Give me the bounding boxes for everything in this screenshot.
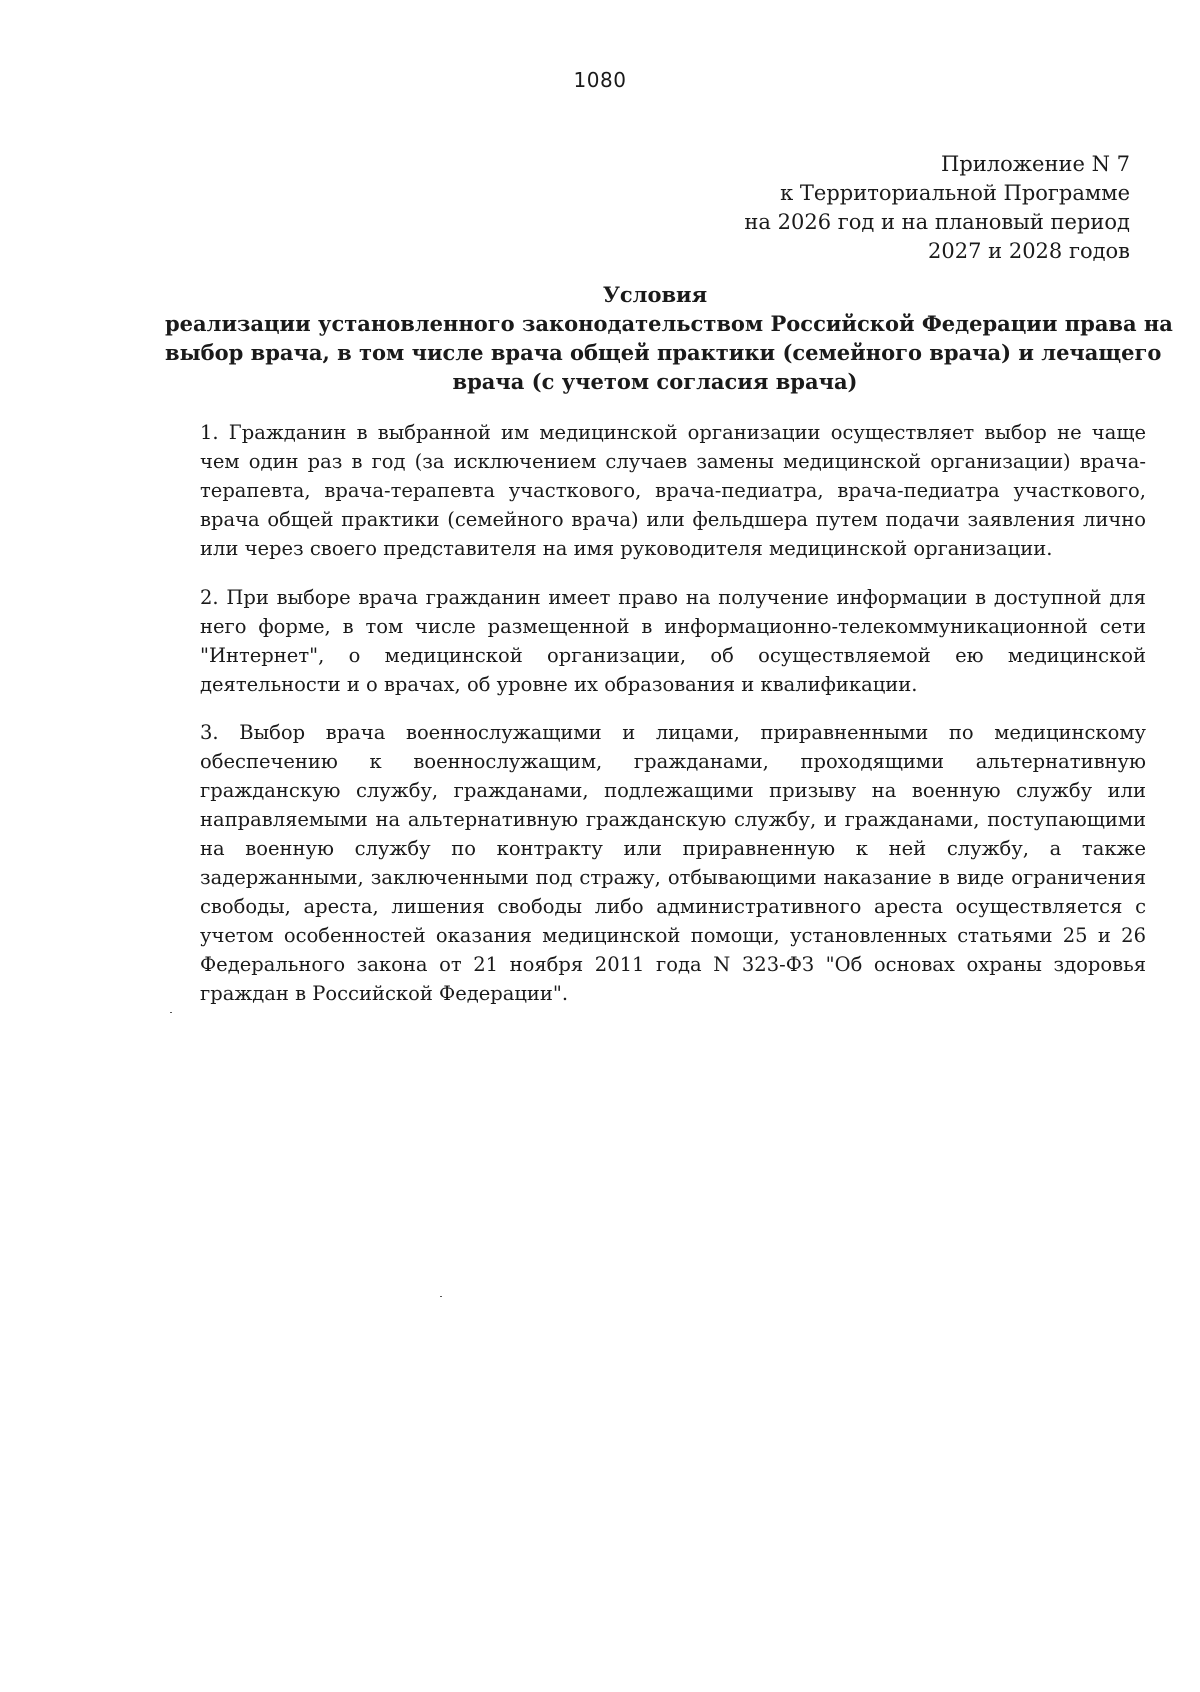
title-heading: Условия [602,282,708,307]
appendix-line: на 2026 год и на плановый период [744,210,1130,234]
paragraph-2: 2. При выборе врача гражданин имеет право на получение информации в доступной для него форме, в том числе размещенной в информационно-телекоммуникационной сети "Интернет", о медицинской организации, об осуществляемой ею медицинской деятельности и о врачах, об уровне их образования и квалификации. [200,586,1146,696]
paragraph-1: 1. Гражданин в выбранной им медицинской организации осуществляет выбор не чаще чем один раз в год (за исключением случаев замены медицинской организации) врача-терапевта, врача-терапевта участкового, врача-педиатра, врача-педиатра участкового, врача общей практики (семейного врача) или фельдшера путем подачи заявления лично или через своего представителя на имя руководителя медицинской организации. [200,421,1146,560]
title-line: врача (с учетом согласия врача) [452,369,858,394]
appendix-line: 2027 и 2028 годов [928,239,1130,263]
appendix-line: Приложение N 7 [941,152,1130,176]
scan-speck [170,1012,172,1013]
paragraph-3: 3. Выбор врача военнослужащими и лицами, приравненными по медицинскому обеспечению к военнослужащим, гражданами, проходящими альтернативную гражданскую службу, гражданами, подлежащими призыву на военную службу или направляемыми на альтернативную гражданскую службу, и гражданами, поступающими на военную службу по контракту или приравненную к ней службу, а также задержанными, заключенными под стражу, отбывающими наказание в виде ограничения свободы, ареста, лишения свободы либо административного ареста осуществляется с учетом особенностей оказания медицинской помощи, установленных статьями 25 и 26 Федерального закона от 21 ноября 2011 года N 323-ФЗ "Об основах охраны здоровья граждан в Российской Федерации". [200,721,1146,1005]
appendix-line: к Территориальной Программе [780,181,1130,205]
appendix-block [530,150,1130,266]
title-line: выбор врача, в том числе врача общей практики (семейного врача) и лечащего [165,340,1162,365]
title-line: реализации установленного законодательством Российской Федерации права на [165,311,1173,336]
page-number: 1080 [573,68,627,92]
scan-speck [440,1296,442,1297]
document-title [165,280,1173,396]
